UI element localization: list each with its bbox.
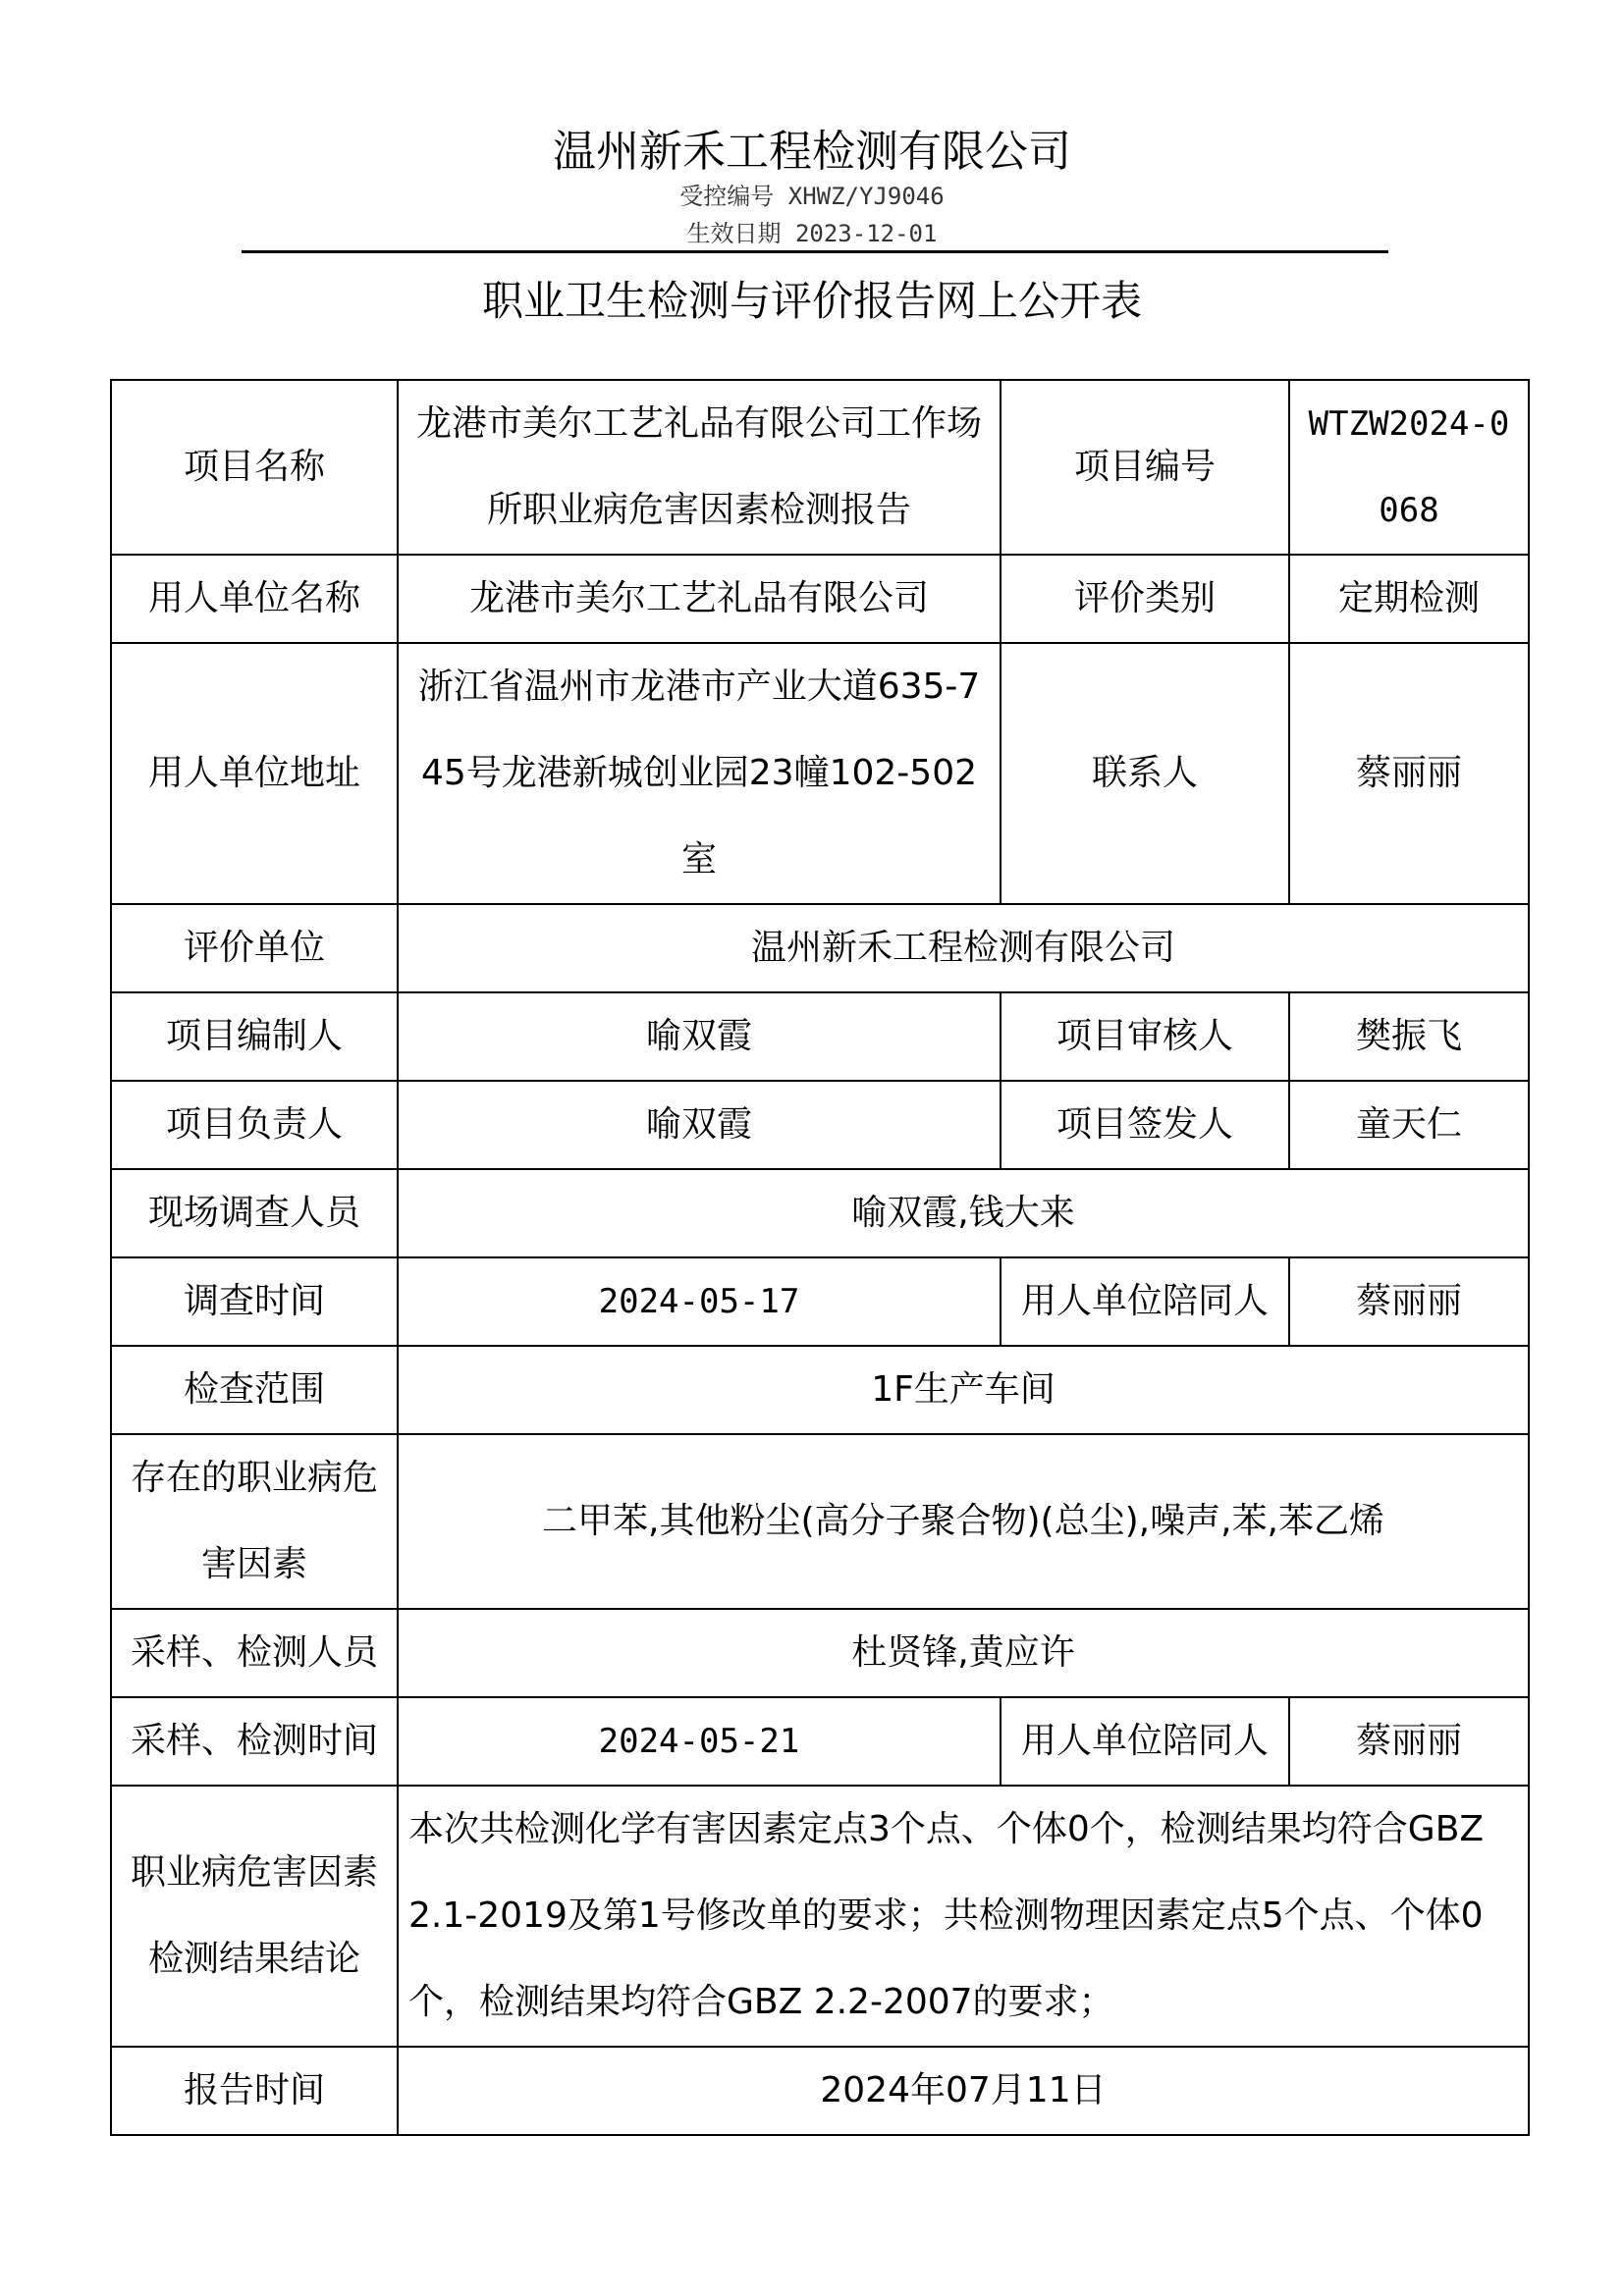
table-row: [111, 1169, 1529, 1257]
companion2-label: 用人单位陪同人: [1001, 1697, 1289, 1786]
companion1-value: 蔡丽丽: [1289, 1257, 1529, 1346]
employer-address-label: 用人单位地址: [111, 643, 398, 904]
contact-label: 联系人: [1001, 643, 1289, 904]
survey-time-label: 调查时间: [111, 1257, 398, 1346]
table-row: [111, 992, 1529, 1081]
companion1-label: 用人单位陪同人: [1001, 1257, 1289, 1346]
scope-label: 检查范围: [111, 1346, 398, 1434]
compiler-label: 项目编制人: [111, 992, 398, 1081]
companion2-value: 蔡丽丽: [1289, 1697, 1529, 1786]
table-row: [111, 1346, 1529, 1434]
employer-name-value: 龙港市美尔工艺礼品有限公司: [398, 555, 1001, 643]
table-row: [111, 904, 1529, 992]
table-row: [111, 1434, 1529, 1609]
scope-value: 1F生产车间: [398, 1346, 1529, 1434]
employer-address-value: 浙江省温州市龙港市产业大道635-745号龙港新城创业园23幢102-502室: [398, 643, 1001, 904]
leader-value: 喻双霞: [398, 1081, 1001, 1169]
effective-date: 生效日期 2023-12-01: [686, 220, 938, 247]
employer-name-label: 用人单位名称: [111, 555, 398, 643]
survey-time-value: 2024-05-17: [398, 1257, 1001, 1346]
hazards-label: 存在的职业病危害因素: [111, 1434, 398, 1609]
conclusion-value: 本次共检测化学有害因素定点3个点、个体0个，检测结果均符合GBZ 2.1-2019及第1号修改单的要求；共检测物理因素定点5个点、个体0个，检测结果均符合GBZ 2.2-2007的要求；: [398, 1786, 1529, 2047]
project-name-label: 项目名称: [111, 380, 398, 555]
leader-label: 项目负责人: [111, 1081, 398, 1169]
investigators-label: 现场调查人员: [111, 1169, 398, 1257]
sampling-time-label: 采样、检测时间: [111, 1697, 398, 1786]
conclusion-label: 职业病危害因素检测结果结论: [111, 1786, 398, 2047]
reviewer-value: 樊振飞: [1289, 992, 1529, 1081]
table-row: [111, 643, 1529, 904]
header-divider: [242, 250, 1388, 253]
issuer-label: 项目签发人: [1001, 1081, 1289, 1169]
control-number: 受控编号 XHWZ/YJ9046: [679, 183, 945, 210]
report-time-label: 报告时间: [111, 2047, 398, 2135]
eval-unit-label: 评价单位: [111, 904, 398, 992]
investigators-value: 喻双霞,钱大来: [398, 1169, 1529, 1257]
page-title: 职业卫生检测与评价报告网上公开表: [481, 277, 1142, 325]
sampling-time-value: 2024-05-21: [398, 1697, 1001, 1786]
eval-type-label: 评价类别: [1001, 555, 1289, 643]
samplers-label: 采样、检测人员: [111, 1609, 398, 1697]
table-row: [111, 1257, 1529, 1346]
project-no-label: 项目编号: [1001, 380, 1289, 555]
table-row: [111, 1609, 1529, 1697]
eval-unit-value: 温州新禾工程检测有限公司: [398, 904, 1529, 992]
table-row: [111, 1786, 1529, 2047]
table-row: [111, 555, 1529, 643]
disclosure-table: [110, 379, 1530, 2136]
contact-value: 蔡丽丽: [1289, 643, 1529, 904]
table-row: [111, 2047, 1529, 2135]
table-row: [111, 1081, 1529, 1169]
project-name-value: 龙港市美尔工艺礼品有限公司工作场所职业病危害因素检测报告: [398, 380, 1001, 555]
reviewer-label: 项目审核人: [1001, 992, 1289, 1081]
issuer-value: 童天仁: [1289, 1081, 1529, 1169]
report-time-value: 2024年07月11日: [398, 2047, 1529, 2135]
hazards-value: 二甲苯,其他粉尘(高分子聚合物)(总尘),噪声,苯,苯乙烯: [398, 1434, 1529, 1609]
table-row: [111, 380, 1529, 555]
eval-type-value: 定期检测: [1289, 555, 1529, 643]
compiler-value: 喻双霞: [398, 992, 1001, 1081]
company-name: 温州新禾工程检测有限公司: [553, 127, 1071, 177]
table-row: [111, 1697, 1529, 1786]
samplers-value: 杜贤锋,黄应许: [398, 1609, 1529, 1697]
project-no-value: WTZW2024-0068: [1289, 380, 1529, 555]
